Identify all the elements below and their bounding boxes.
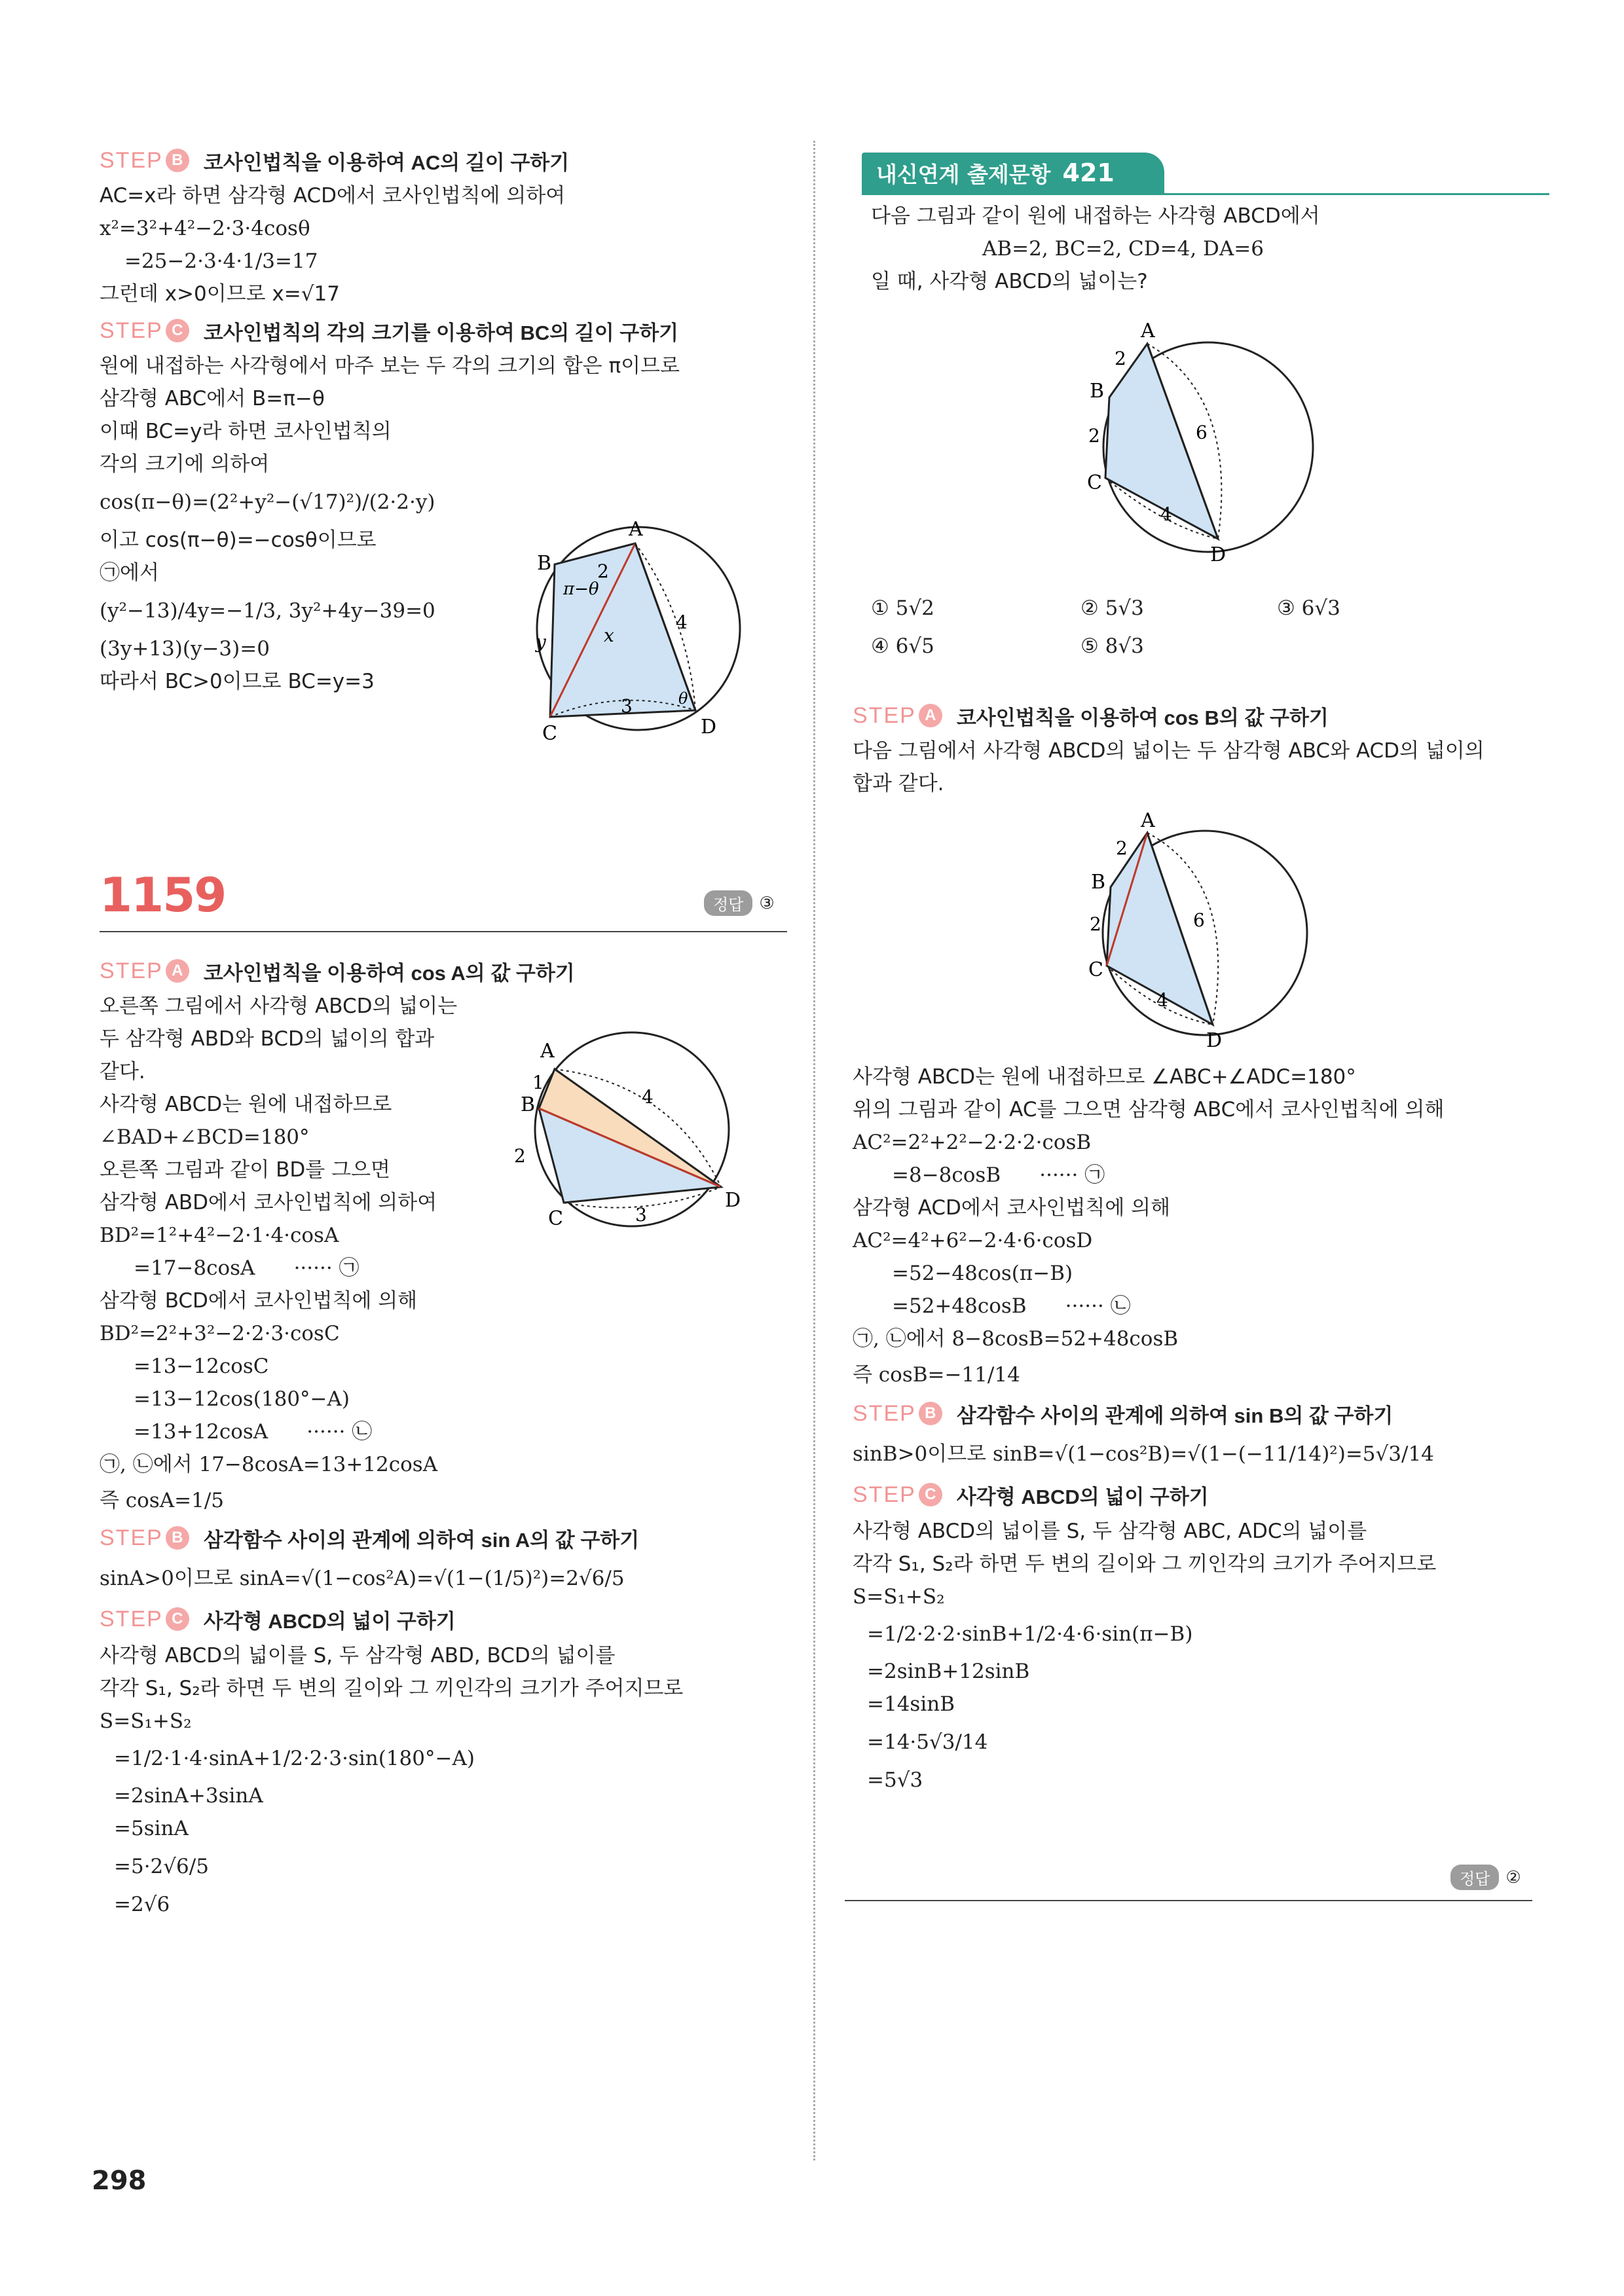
answer-label: 정답 [704, 890, 752, 916]
side-label-cd: 3 [621, 695, 633, 717]
equation-line: (3y+13)(y−3)=0 [100, 637, 270, 661]
equation-line: S=S₁+S₂ [853, 1585, 945, 1609]
text-line: 삼각형 BCD에서 코사인법칙에 의해 [100, 1289, 418, 1313]
step-badge: C [919, 1483, 942, 1506]
choice-4[interactable]: ④ 6√5 [871, 634, 934, 658]
equation-line: =1/2·2·2·sinB+1/2·4·6·sin(π−B) [867, 1622, 1193, 1646]
text-line: 각각 S₁, S₂라 하면 두 변의 길이와 그 끼인각의 크기가 주어지므로 [853, 1552, 1437, 1576]
diagonal-label-ac: x [604, 625, 614, 646]
equation-line: sinB>0이므로 sinB=√(1−cos²B)=√(1−(−11/14)²)=5√3/14 [853, 1442, 1434, 1466]
figure-cyclic-quadrilateral-1 [524, 517, 747, 746]
step-badge: B [166, 149, 189, 172]
header-tag: 내신연계 출제문항 [876, 161, 1051, 187]
figure-cyclic-quadrilateral-2 [501, 1031, 750, 1234]
step-badge: B [919, 1402, 942, 1425]
side-label-cd: 4 [1160, 503, 1172, 525]
step-c-heading [100, 1604, 794, 1634]
side-label-ab: 1 [532, 1072, 544, 1093]
right-step-a [853, 701, 1553, 800]
step-b-heading [853, 1398, 1553, 1429]
side-label-bc: y [536, 631, 546, 653]
vertex-label-d: D [1210, 543, 1227, 566]
step-b-heading [100, 1523, 794, 1553]
vertex-label-b: B [521, 1093, 536, 1116]
equation-line: =2sinA+3sinA [114, 1784, 263, 1808]
vertex-label-b: B [537, 552, 552, 575]
choice-3[interactable]: ③ 6√3 [1277, 596, 1340, 620]
answer-badge [1450, 1865, 1521, 1890]
equation-line: BD²=1²+4²−2·1·4·cosA [100, 1224, 339, 1247]
equation-line: x²=3²+4²−2·3·4cosθ [100, 217, 310, 240]
text-line: 따라서 BC>0이므로 BC=y=3 [100, 670, 375, 693]
text-line: 오른쪽 그림에서 사각형 ABCD의 넓이는 [100, 994, 458, 1018]
step-label: STEP [100, 958, 163, 983]
text-line: 두 삼각형 ABD와 BCD의 넓이의 합과 [100, 1027, 435, 1051]
step-title: 코사인법칙을 이용하여 cos A의 값 구하기 [203, 961, 575, 985]
step-title: 코사인법칙을 이용하여 cos B의 값 구하기 [956, 706, 1329, 729]
text-line: 다음 그림에서 사각형 ABCD의 넓이는 두 삼각형 ABC와 ACD의 넓이의 [853, 739, 1485, 763]
vertex-label-a: A [540, 1040, 555, 1063]
side-label-bc: 2 [514, 1145, 526, 1167]
step-b-heading [100, 145, 794, 175]
equation-line: =52+48cosB ······ ㉡ [892, 1294, 1131, 1318]
step-a-heading [853, 701, 1553, 731]
equation-line: =14·5√3/14 [867, 1730, 988, 1754]
problem-text: 다음 그림과 같이 원에 내접하는 사각형 ABCD에서 [871, 204, 1320, 228]
text-line: AC=x라 하면 삼각형 ACD에서 코사인법칙에 의하여 [100, 184, 566, 208]
linked-problem-header [862, 153, 1164, 193]
text-line: 그런데 x>0이므로 x=√17 [100, 282, 340, 306]
equation-line: S=S₁+S₂ [100, 1709, 192, 1733]
equation-line: =2√6 [114, 1893, 170, 1916]
side-label-cd: 4 [1156, 989, 1168, 1011]
text-line: 사각형 ABCD의 넓이를 S, 두 삼각형 ABC, ADC의 넓이를 [853, 1520, 1367, 1543]
side-label-bc: 2 [1090, 913, 1101, 935]
equation-line: =25−2·3·4·1/3=17 [124, 249, 318, 273]
text-line: 합과 같다. [853, 772, 944, 795]
step-label: STEP [100, 318, 163, 343]
equation-line: (y²−13)/4y=−1/3, 3y²+4y−39=0 [100, 599, 435, 623]
step-title: 사각형 ABCD의 넓이 구하기 [203, 1609, 456, 1633]
step-badge: C [166, 319, 189, 342]
right-problem [871, 200, 1559, 298]
step-label: STEP [853, 702, 916, 728]
vertex-label-a: A [1141, 319, 1155, 342]
equation-line: ㉠, ㉡에서 8−8cosB=52+48cosB [853, 1327, 1179, 1351]
step-badge: B [166, 1526, 189, 1550]
choice-1[interactable]: ① 5√2 [871, 596, 934, 620]
choice-list [871, 589, 1526, 665]
column-divider [813, 141, 815, 2160]
problem-given: AB=2, BC=2, CD=4, DA=6 [982, 237, 1264, 261]
step-badge: A [166, 959, 189, 983]
side-label-da: 6 [1193, 909, 1205, 931]
equation-line: =13−12cosC [134, 1355, 269, 1378]
answer-value: ② [1505, 1867, 1521, 1887]
equation-line: sinA>0이므로 sinA=√(1−cos²A)=√(1−(1/5)²)=2√6/5 [100, 1567, 625, 1590]
step-c-heading [100, 316, 794, 346]
vertex-label-c: C [542, 722, 557, 745]
text-line: 각각 S₁, S₂라 하면 두 변의 길이와 그 끼인각의 크기가 주어지므로 [100, 1677, 684, 1700]
step-title: 코사인법칙을 이용하여 AC의 길이 구하기 [203, 151, 570, 174]
side-label-da: 6 [1196, 422, 1208, 443]
text-line: 삼각형 ABD에서 코사인법칙에 의하여 [100, 1191, 437, 1214]
equation-line: =5sinA [114, 1817, 189, 1840]
problem-question: 일 때, 사각형 ABCD의 넓이는? [871, 270, 1148, 293]
right-step-a-work [853, 1061, 1553, 1796]
equation-line: =5√3 [867, 1768, 923, 1792]
step-c-heading [853, 1480, 1553, 1510]
step-label: STEP [853, 1400, 916, 1426]
page-number: 298 [92, 2166, 147, 2196]
vertex-label-b: B [1091, 871, 1106, 894]
vertex-label-d: D [1206, 1029, 1223, 1052]
choice-2[interactable]: ② 5√3 [1080, 596, 1144, 620]
side-label-da: 4 [642, 1086, 654, 1108]
equation-line: =14sinB [867, 1692, 955, 1716]
text-line: 같다. [100, 1060, 145, 1084]
text-line: 원에 내접하는 사각형에서 마주 보는 두 각의 크기의 합은 π이므로 [100, 354, 680, 378]
equation-line: =17−8cosA ······ ㉠ [134, 1256, 360, 1280]
side-label-bc: 2 [1088, 425, 1100, 446]
text-line: 이때 BC=y라 하면 코사인법칙의 [100, 420, 392, 443]
side-label-da: 4 [676, 611, 688, 633]
step-label: STEP [100, 1525, 163, 1550]
equation-line: =13+12cosA ······ ㉡ [134, 1420, 373, 1444]
text-line: 오른쪽 그림과 같이 BD를 그으면 [100, 1158, 390, 1182]
vertex-label-a: A [629, 518, 643, 541]
step-label: STEP [853, 1482, 916, 1507]
step-badge: C [166, 1607, 189, 1631]
text-line: 사각형 ABCD의 넓이를 S, 두 삼각형 ABD, BCD의 넓이를 [100, 1644, 616, 1667]
step-label: STEP [100, 1606, 163, 1631]
vertex-label-c: C [1087, 471, 1102, 494]
text-line: ㉠에서 [100, 561, 159, 585]
text-line: 삼각형 ABC에서 B=π−θ [100, 387, 325, 410]
side-label-ab: 2 [597, 560, 609, 582]
step-title: 코사인법칙의 각의 크기를 이용하여 BC의 길이 구하기 [203, 321, 679, 344]
equation-line: BD²=2²+3²−2·2·3·cosC [100, 1322, 340, 1345]
side-label-ab: 2 [1115, 348, 1126, 369]
equation-line: =8−8cosB ······ ㉠ [892, 1163, 1105, 1187]
vertex-label-d: D [701, 716, 717, 738]
text-line: 이고 cos(π−θ)=−cosθ이므로 [100, 528, 377, 552]
step-title: 삼각함수 사이의 관계에 의하여 sin B의 값 구하기 [956, 1404, 1393, 1427]
equation-line: =2sinB+12sinB [867, 1660, 1030, 1683]
vertex-label-c: C [548, 1207, 563, 1230]
equation-line: ㉠, ㉡에서 17−8cosA=13+12cosA [100, 1453, 438, 1476]
equation-line: =52−48cos(π−B) [892, 1262, 1073, 1285]
choice-5[interactable]: ⑤ 8√3 [1080, 634, 1144, 658]
equation-line: 즉 cosB=−11/14 [853, 1363, 1020, 1387]
section-rule [845, 1900, 1532, 1901]
header-rule [862, 193, 1549, 195]
text-line: 사각형 ABCD는 원에 내접하므로 ∠ABC+∠ADC=180° [853, 1065, 1356, 1089]
vertex-label-d: D [725, 1189, 741, 1212]
step-title: 삼각함수 사이의 관계에 의하여 sin A의 값 구하기 [203, 1528, 640, 1552]
side-label-ab: 2 [1116, 837, 1128, 859]
vertex-label-c: C [1088, 958, 1103, 981]
equation-line: 즉 cosA=1/5 [100, 1489, 224, 1512]
answer-value: ③ [759, 893, 775, 913]
figure-cyclic-quadrilateral-4 [1080, 809, 1316, 1057]
equation-line: AC²=4²+6²−2·4·6·cosD [853, 1229, 1093, 1252]
equation-line: ∠BAD+∠BCD=180° [100, 1125, 310, 1149]
answer-label: 정답 [1450, 1865, 1499, 1890]
equation-line: cos(π−θ)=(2²+y²−(√17)²)/(2·2·y) [100, 490, 435, 514]
equation-line: AC²=2²+2²−2·2·2·cosB [853, 1131, 1092, 1154]
text-line: 위의 그림과 같이 AC를 그으면 삼각형 ABC에서 코사인법칙에 의해 [853, 1098, 1445, 1121]
step-badge: A [919, 704, 942, 727]
step-a-heading [100, 956, 794, 986]
answer-badge [704, 890, 775, 916]
header-number: 421 [1062, 158, 1115, 187]
angle-label-b: π−θ [563, 579, 599, 599]
side-label-cd: 3 [635, 1204, 647, 1226]
section-rule [100, 931, 787, 932]
text-line: 사각형 ABCD는 원에 내접하므로 [100, 1093, 392, 1116]
angle-label-d: θ [678, 689, 688, 708]
equation-line: =5·2√6/5 [114, 1855, 209, 1878]
vertex-label-b: B [1090, 380, 1105, 403]
figure-cyclic-quadrilateral-3 [1080, 318, 1316, 573]
vertex-label-a: A [1141, 809, 1155, 832]
problem-number: 1159 [100, 867, 226, 922]
equation-line: =1/2·1·4·sinA+1/2·2·3·sin(180°−A) [114, 1747, 475, 1770]
text-line: 삼각형 ACD에서 코사인법칙에 의해 [853, 1196, 1171, 1220]
text-line: 각의 크기에 의하여 [100, 452, 270, 476]
equation-line: =13−12cos(180°−A) [134, 1387, 350, 1411]
step-label: STEP [100, 147, 163, 173]
step-title: 사각형 ABCD의 넓이 구하기 [956, 1485, 1209, 1508]
